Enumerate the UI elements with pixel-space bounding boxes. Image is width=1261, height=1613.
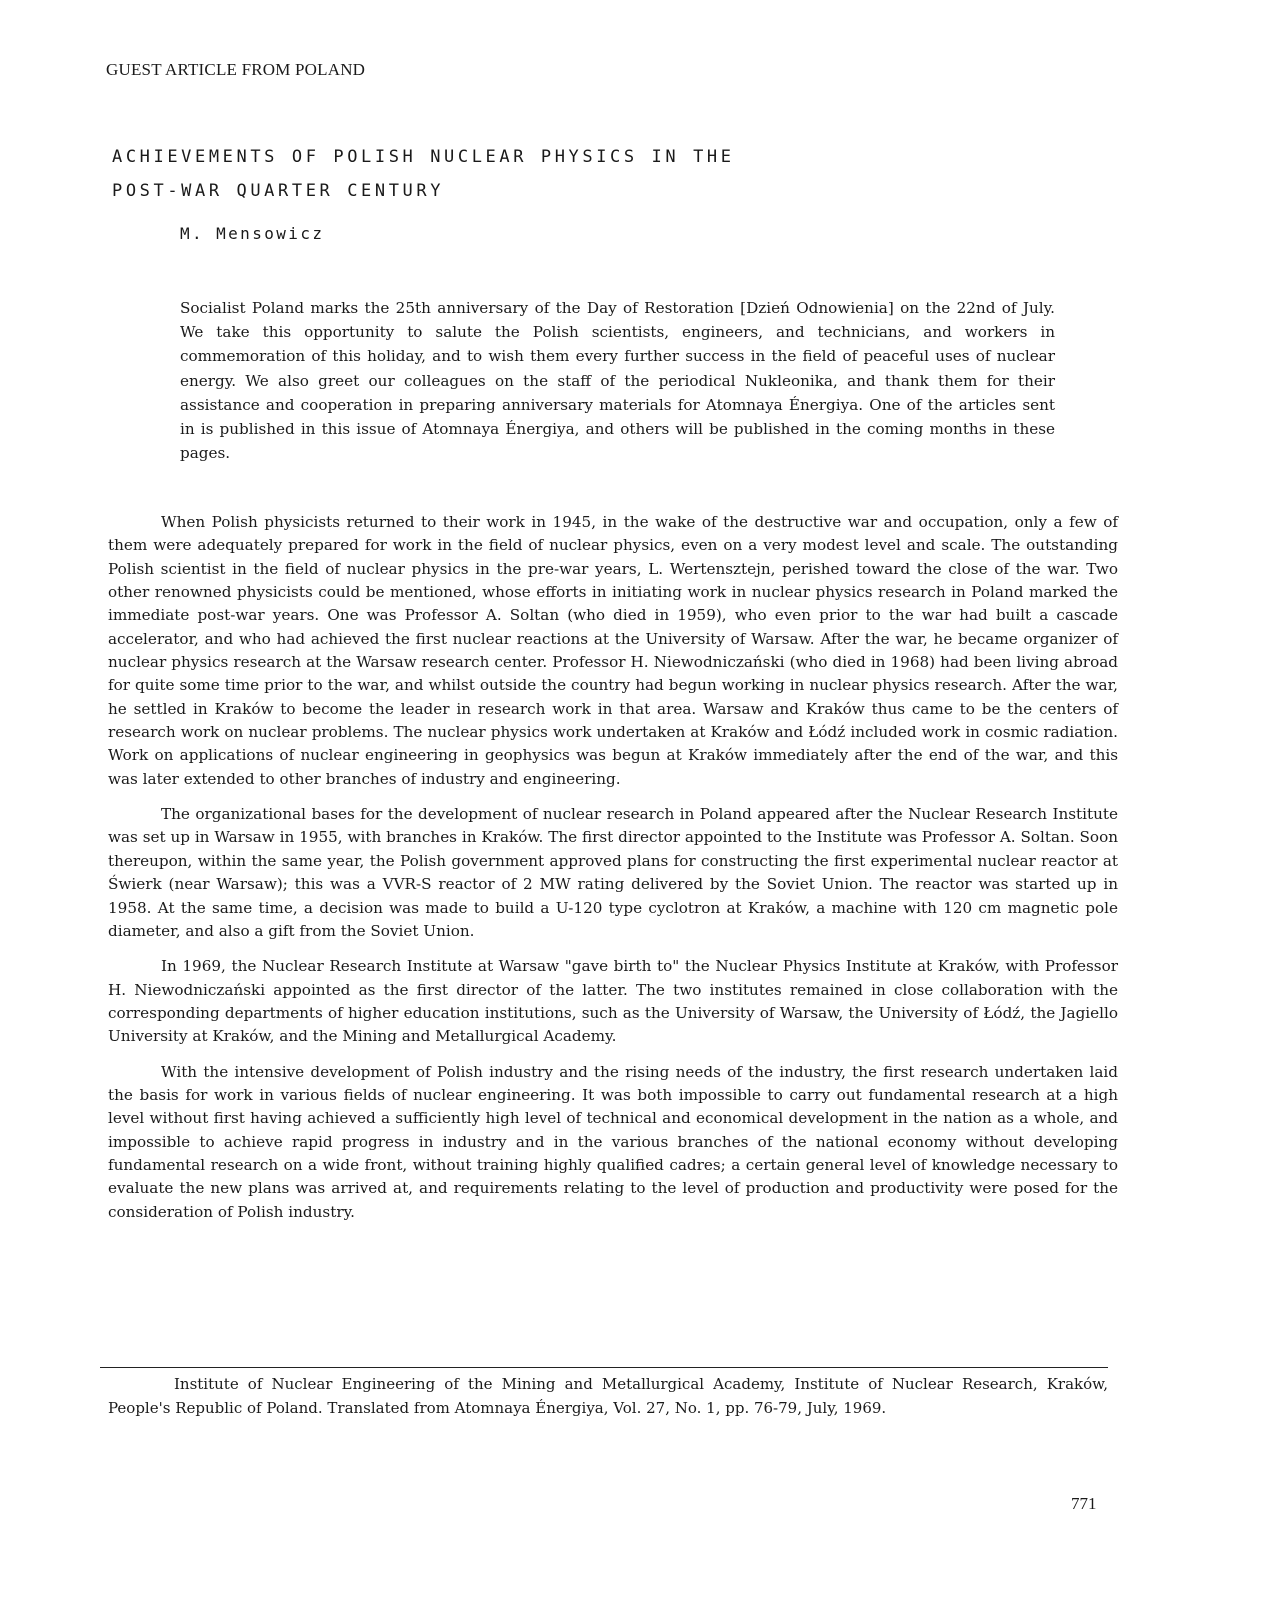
article-title-line-1: ACHIEVEMENTS OF POLISH NUCLEAR PHYSICS IN THE [112,147,735,167]
body-paragraph-1: When Polish physicists returned to their work in 1945, in the wake of the destructive war and occupation, only a few of them were adequately prepared for work in the field of nuclear physics, even on a very modest level and scale. The outstanding Polish scientist in the field of nuclear physics in the pre-war years, L. Wertensztejn, perished toward the close of the war. Two other renowned physicists could be mentioned, whose efforts in initiating work in nuclear physics research in Poland marked the immediate post-war years. One was Professor A. Soltan (who died in 1959), who even prior to the war had built a cascade accelerator, and who had achieved the first nuclear reactions at the University of Warsaw. After the war, he became organizer of nuclear physics research at the Warsaw research center. Professor H. Niewodniczański (who died in 1968) had been living abroad for quite some time prior to the war, and whilst outside the country had begun working in nuclear physics research. After the war, he settled in Kraków to become the leader in research work in that area. Warsaw and Kraków thus came to be the centers of research work on nuclear problems. The nuclear physics work undertaken at Kraków and Łódź included work in cosmic radiation. Work on applications of nuclear engineering in geophysics was begun at Kraków immediately after the end of the war, and this was later extended to other branches of industry and engineering. [108,513,1118,788]
affiliation-footnote: Institute of Nuclear Engineering of the Mining and Metallurgical Academy, Institute of Nuclear Research, Kraków, People's Republic of Poland. Translated from Atomnaya Énergiya, Vol. 27, No. 1, pp. 76-79, July, 1969. [108,1375,1108,1417]
section-label: GUEST ARTICLE FROM POLAND [106,60,366,79]
article-title-line-2: POST-WAR QUARTER CENTURY [112,181,445,201]
body-paragraph-3: In 1969, the Nuclear Research Institute at Warsaw "gave birth to" the Nuclear Physics Institute at Kraków, with Professor H. Niewodniczański appointed as the first director of the latter. The two institutes remained in close collaboration with the corresponding departments of higher education institutions, such as the University of Warsaw, the University of Łódź, the Jagiello University at Kraków, and the Mining and Metallurgical Academy. [108,957,1118,1046]
article-author: M. Mensowicz [180,224,325,243]
body-paragraph-4: With the intensive development of Polish industry and the rising needs of the industry, the first research undertaken laid the basis for work in various fields of nuclear engineering. It was both impossible to carry out fundamental research at a high level without first having achieved a sufficiently high level of technical and economical development in the nation as a whole, and impossible to achieve rapid progress in industry and in the various branches of the national economy without developing fundamental research on a wide front, without training highly qualified cadres; a certain general level of knowledge necessary to evaluate the new plans was arrived at, and requirements relating to the level of production and productivity were posed for the consideration of Polish industry. [108,1062,1118,1221]
footnote-divider [100,1367,1108,1368]
article-body [108,511,1118,1236]
article-title [112,140,735,208]
article-abstract: Socialist Poland marks the 25th anniversary of the Day of Restoration [Dzień Odnowienia] on the 22nd of July. We take this opportunity to salute the Polish scientists, engineers, and technicians, and workers in commemoration of this holiday, and to wish them every further success in the field of peaceful uses of nuclear energy. We also greet our colleagues on the staff of the periodical Nukleonika, and thank them for their assistance and cooperation in preparing anniversary materials for Atomnaya Énergiya. One of the articles sent in is published in this issue of Atomnaya Énergiya, and others will be published in the coming months in these pages. [180,299,1055,463]
page-number: 771 [1071,1494,1097,1513]
body-paragraph-2: The organizational bases for the development of nuclear research in Poland appeared after the Nuclear Research Institute was set up in Warsaw in 1955, with branches in Kraków. The first director appointed to the Institute was Professor A. Soltan. Soon thereupon, within the same year, the Polish government approved plans for constructing the first experimental nuclear reactor at Świerk (near Warsaw); this was a VVR-S reactor of 2 MW rating delivered by the Soviet Union. The reactor was started up in 1958. At the same time, a decision was made to build a U-120 type cyclotron at Kraków, a machine with 120 cm magnetic pole diameter, and also a gift from the Soviet Union. [108,805,1118,940]
